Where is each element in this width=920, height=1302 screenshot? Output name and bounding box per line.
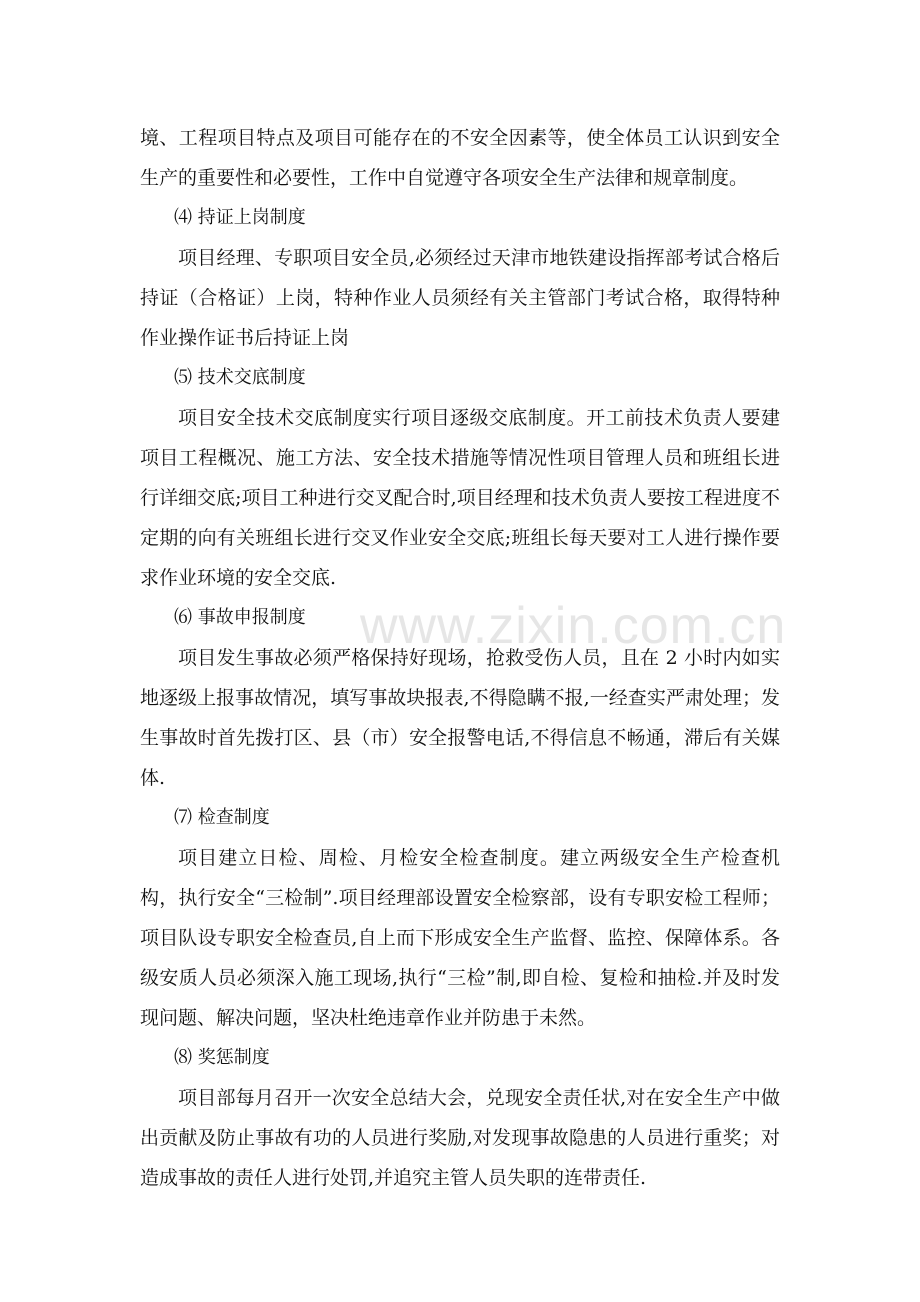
paragraph-certification: 项目经理、专职项目安全员,必须经过天津市地铁建设指挥部考试合格后持证（合格证）上岗，特种作业人员须经有关主管部门考试合格，取得特种作业操作证书后持证上岗 xyxy=(140,247,780,349)
paragraph-inspection: 项目建立日检、周检、月检安全检查制度。建立两级安全生产检查机构，执行安全“三检制”.项目经理部设置安全检察部，设有专职安检工程师；项目队设专职安全检查员,自上而下形成安全生产监督、监控、保障体系。各级安质人员必须深入施工现场,执行“三检”制,即自检、复检和抽检.并及时发现问题、解决问题，坚决杜绝违章作业并防患于未然。 xyxy=(140,847,780,1029)
paragraph-accident-reporting: 项目发生事故必须严格保持好现场，抢救受伤人员，且在 2 小时内如实地逐级上报事故情况，填写事故块报表,不得隐瞒不报,一经查实严肃处理；发生事故时首先拨打区、县（市）安全报警电话,不得信息不畅通，滞后有关媒体. xyxy=(140,647,780,789)
paragraph-rewards-penalties: 项目部每月召开一次安全总结大会，兑现安全责任状,对在安全生产中做出贡献及防止事故有功的人员进行奖励,对发现事故隐患的人员进行重奖；对造成事故的责任人进行处罚,并追究主管人员失职的连带责任. xyxy=(140,1087,780,1189)
section-heading-technical-briefing: ⑸ 技术交底制度 xyxy=(174,367,306,388)
section-heading-certification: ⑷ 持证上岗制度 xyxy=(174,207,306,228)
paragraph-technical-briefing: 项目安全技术交底制度实行项目逐级交底制度。开工前技术负责人要建项目工程概况、施工方法、安全技术措施等情况性项目管理人员和班组长进行详细交底;项目工种进行交叉配合时,项目经理和技术负责人要按工程进度不定期的向有关班组长进行交叉作业安全交底;班组长每天要对工人进行操作要求作业环境的安全交底. xyxy=(140,407,780,589)
section-heading-rewards-penalties: ⑻ 奖惩制度 xyxy=(174,1047,270,1068)
section-heading-accident-reporting: ⑹ 事故申报制度 xyxy=(174,607,306,628)
watermark: www.zixin.com.cn xyxy=(360,597,787,655)
section-heading-inspection: ⑺ 检查制度 xyxy=(174,807,270,828)
document-body xyxy=(140,118,780,1198)
paragraph-continuation: 境、工程项目特点及项目可能存在的不安全因素等，使全体员工认识到安全生产的重要性和必要性，工作中自觉遵守各项安全生产法律和规章制度。 xyxy=(140,127,780,189)
